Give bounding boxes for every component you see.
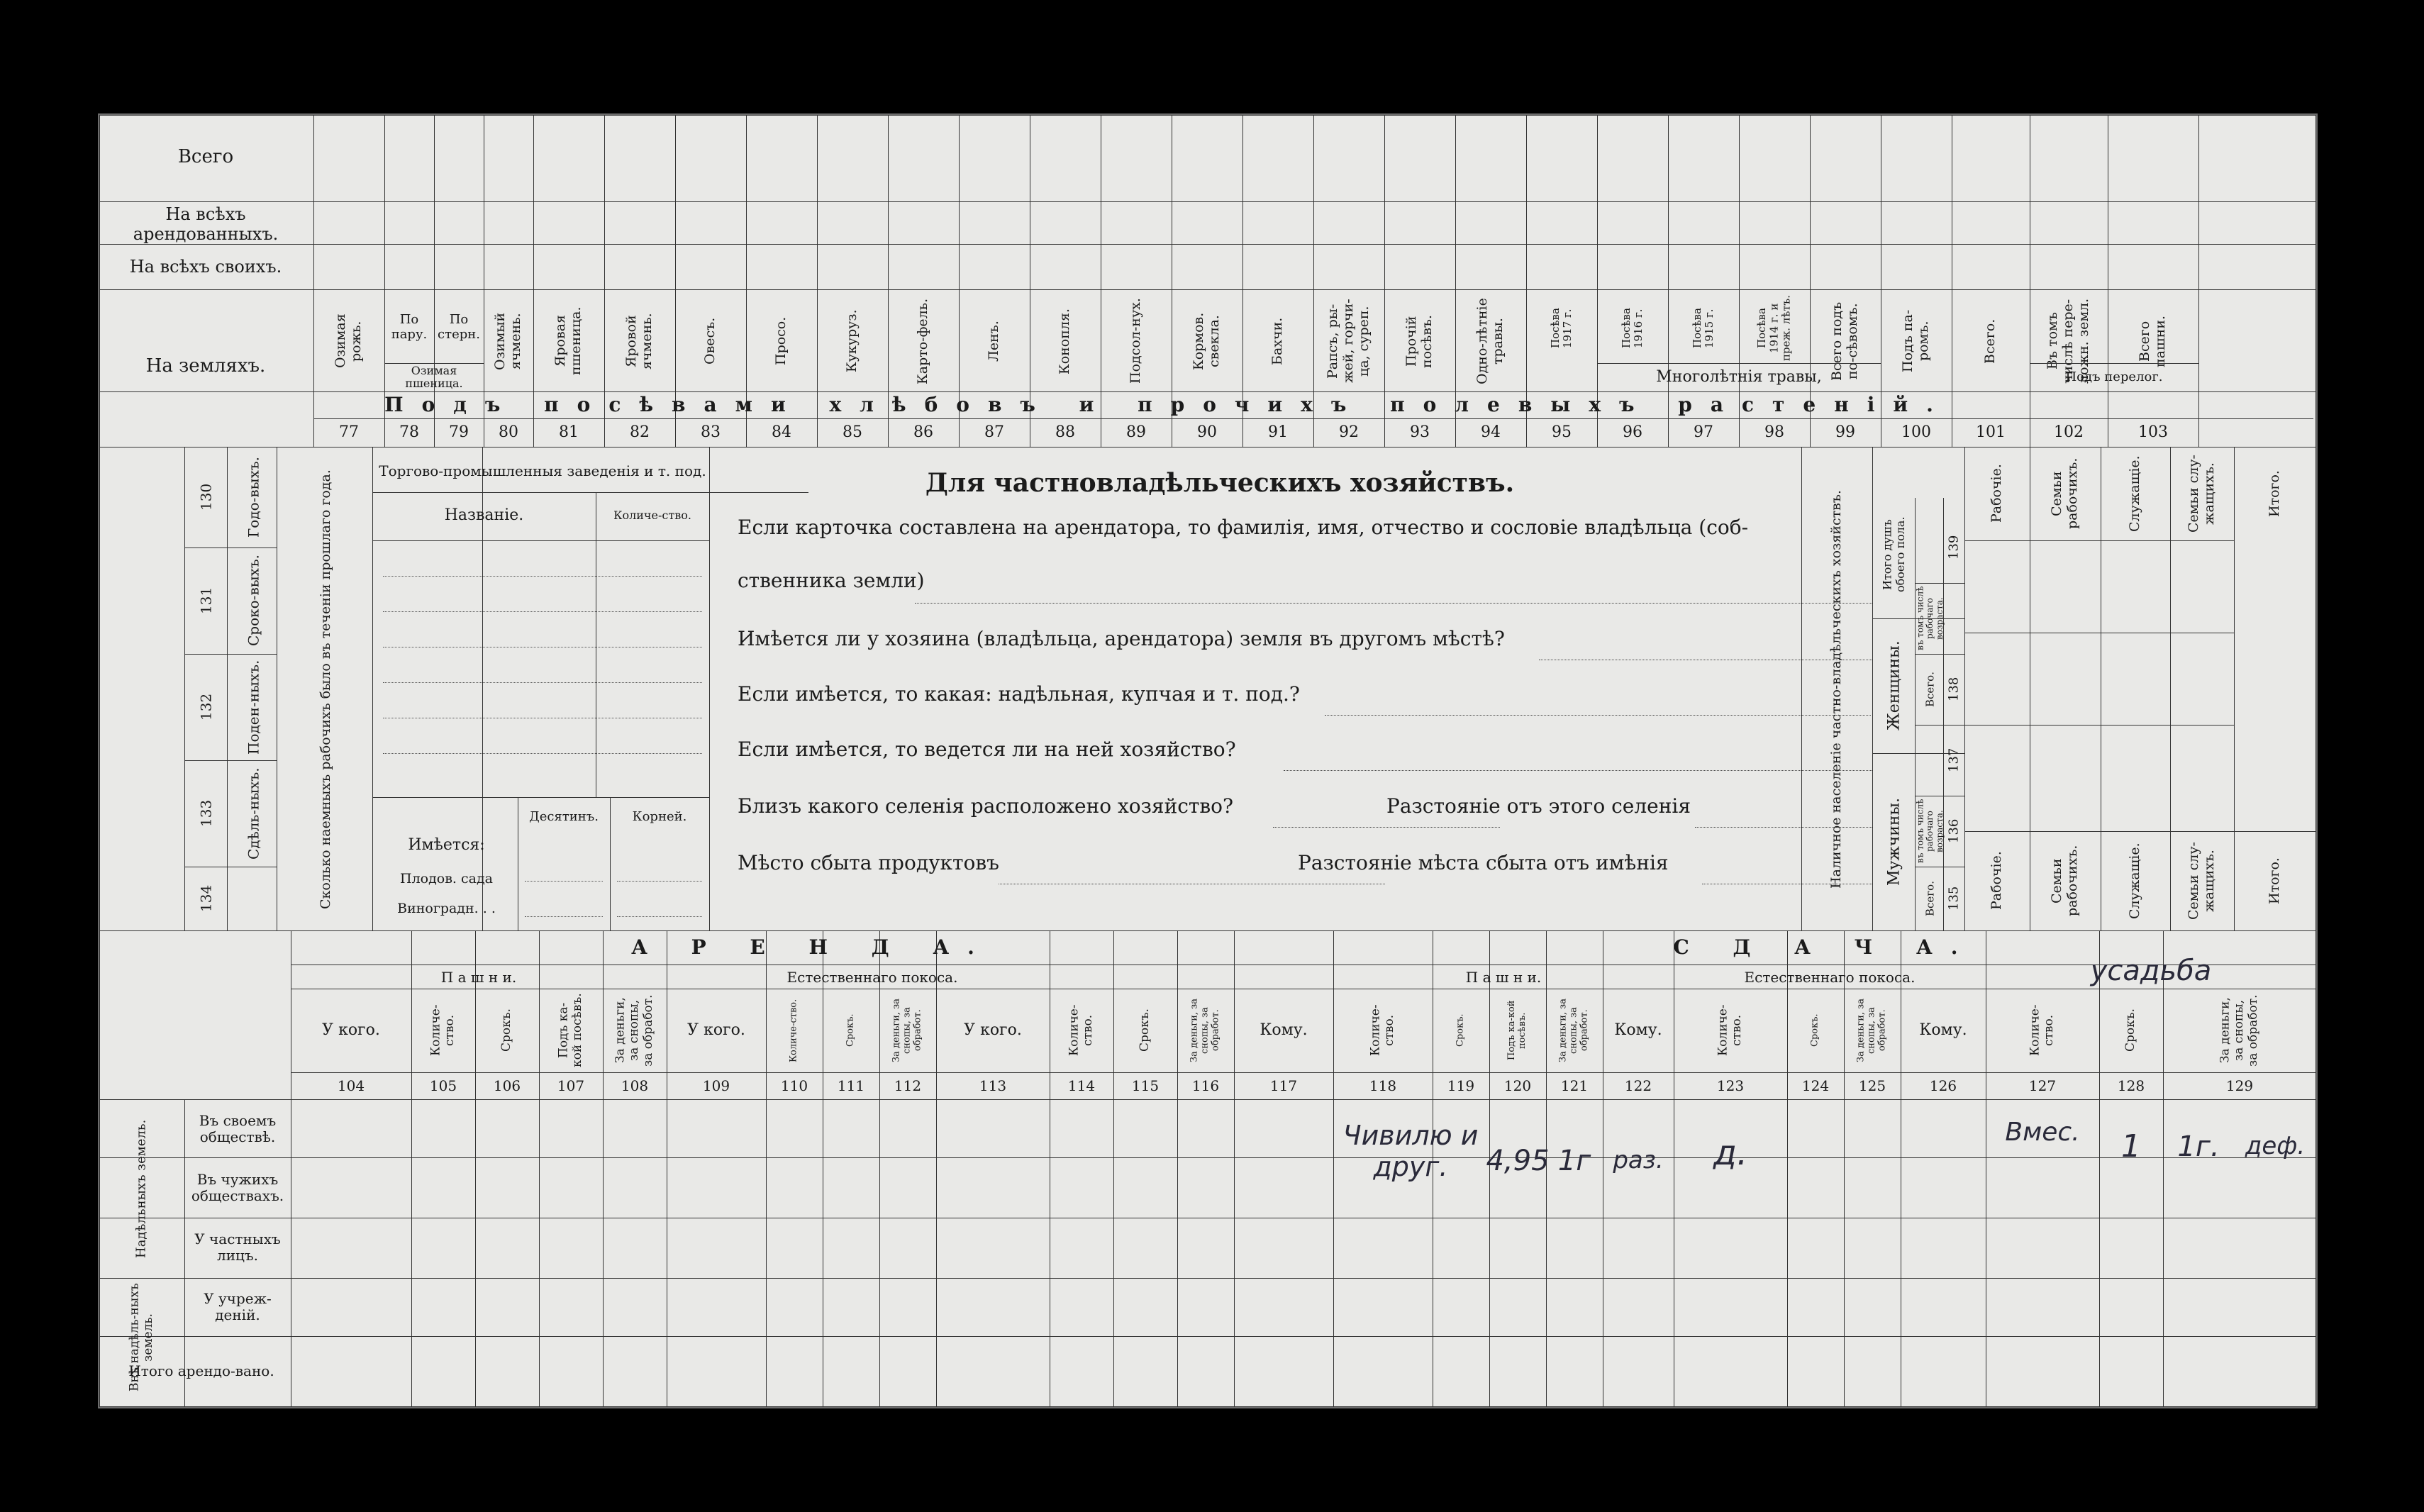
top-col-header: Прочій посѣвъ. [1403, 314, 1435, 368]
bottom-col-header: За деньги, за снопы, за обработ. [2218, 994, 2260, 1067]
hand-pay: д. [1713, 1133, 1748, 1174]
bottom-col-header: Срокъ. [1138, 1008, 1152, 1052]
top-col-header: Озимая рожь. [333, 313, 364, 369]
hand-usadba-qty: 1 [2121, 1128, 2141, 1164]
worker-number: 132 [197, 693, 215, 721]
top-col-header: Карто-фель. [915, 298, 931, 384]
pokos-label-arenda: Естественнаго покоса. [786, 968, 958, 986]
worker-number: 130 [197, 483, 215, 511]
top-col-number: 77 [339, 423, 359, 442]
top-col-header: Посѣва 1915 г. [1690, 308, 1716, 349]
top-col-header: По стерн. [438, 312, 480, 342]
worker-type: Поден-ныхъ. [245, 660, 262, 755]
vineyard-label: Виноградн. . . [397, 901, 496, 917]
worker-type: Сроко-выхъ. [245, 555, 262, 647]
bottom-col-number: 109 [702, 1077, 730, 1094]
top-col-header: Посѣва 1917 г. [1548, 308, 1574, 349]
bottom-col-number: 116 [1191, 1077, 1220, 1094]
right-col-footer: Семьи рабочихъ. [2049, 845, 2080, 917]
bottom-col-number: 115 [1131, 1077, 1160, 1094]
top-col-header: Всего подъ по-сѣвомъ. [1829, 301, 1860, 381]
row-label: У частныхъ лицъ. [194, 1230, 281, 1264]
top-col-number: 101 [1976, 423, 2006, 442]
bottom-col-number: 114 [1067, 1077, 1096, 1094]
worker-number: 134 [197, 884, 215, 913]
bottom-col-header: Подъ ка-кой посѣвъ. [556, 993, 584, 1068]
top-col-header: Подсол-нух. [1128, 298, 1144, 384]
top-col-number: 84 [772, 423, 791, 442]
top-col-number: 86 [913, 423, 933, 442]
bottom-col-header: За деньги, за снопы, за обработ. [613, 994, 655, 1067]
bottom-col-number: 123 [1716, 1077, 1745, 1094]
korney-header: Корней. [632, 808, 687, 824]
women-label: Женщины. [1885, 640, 1903, 731]
worker-type: Сдѣль-ныхъ. [245, 767, 262, 860]
bottom-col-number: 104 [337, 1077, 365, 1094]
worker-number: 133 [197, 799, 215, 828]
bottom-col-number: 112 [894, 1077, 922, 1094]
pop-work-age: въ томъ числѣ рабочаго возраста. [1915, 586, 1945, 651]
row-label: У учреж-деній. [204, 1290, 272, 1323]
top-col-number: 91 [1268, 423, 1288, 442]
top-col-number: 97 [1694, 423, 1713, 442]
trade-qty-header: Количе-ство. [613, 508, 691, 522]
row-label: Въ чужихъ обществахъ. [191, 1171, 284, 1204]
hand-qty: 4,95 [1486, 1145, 1550, 1177]
pop-number: 137 [1946, 747, 1962, 773]
bottom-col-number: 110 [780, 1077, 808, 1094]
bottom-col-header: У кого. [964, 1021, 1022, 1040]
top-col-number: 95 [1552, 423, 1572, 442]
top-col-header: По пару. [391, 312, 428, 342]
trade-title: Торгово-промышленныя заведенія и т. под. [379, 462, 706, 479]
bottom-col-number: 107 [557, 1077, 585, 1094]
right-col-header: Итого. [2267, 470, 2283, 517]
bottom-col-number: 124 [1801, 1077, 1830, 1094]
pashni-label-arenda: П а ш н и. [440, 968, 517, 986]
pop-vsego: Всего. [1923, 881, 1937, 916]
pop-number: 135 [1946, 886, 1962, 911]
group-nadelnyh: Надѣльныхъ земель. [133, 1119, 149, 1258]
row-label-svoih: На всѣхъ своихъ. [129, 257, 282, 277]
top-col-header: Всего пашни. [2137, 315, 2168, 367]
right-col-header: Служащіе. [2127, 455, 2143, 532]
bottom-col-number: 113 [979, 1077, 1007, 1094]
bottom-col-header: За деньги, за снопы, за обработ. [1855, 999, 1888, 1063]
top-col-number: 102 [2054, 423, 2084, 442]
bottom-col-number: 120 [1503, 1077, 1532, 1094]
bottom-col-number: 128 [2117, 1077, 2145, 1094]
bottom-col-header: Количе-ство. [1067, 1004, 1095, 1057]
top-col-header: Озимый ячмень. [492, 312, 523, 370]
bottom-col-header: У кого. [322, 1021, 380, 1040]
desyatin-header: Десятинъ. [529, 808, 599, 824]
row-label: Въ своемъ обществѣ. [199, 1112, 277, 1145]
card-frame [99, 115, 2316, 1407]
bottom-col-header: Количе-ство. [2028, 1004, 2056, 1057]
top-col-number: 85 [843, 423, 862, 442]
right-col-header: Рабочіе. [1989, 464, 2005, 523]
arenda-title: А Р Е Н Д А. [631, 935, 993, 959]
top-col-number: 98 [1764, 423, 1784, 442]
top-col-number: 89 [1126, 423, 1146, 442]
hand-who: Чивилю и друг. [1342, 1120, 1479, 1182]
hand-term: 1г [1557, 1145, 1591, 1177]
top-col-number: 103 [2138, 423, 2168, 442]
bottom-col-header: Количе-ство. [1716, 1004, 1744, 1057]
question-q3: Если имѣется, то какая: надѣльная, купчая и т. под.? [738, 682, 1300, 706]
bottom-col-header: Срокъ. [845, 1013, 856, 1047]
top-col-header: Конопля. [1057, 308, 1073, 374]
bottom-col-header: За деньги, за снопы, за обработ. [1557, 999, 1590, 1063]
trade-name-header: Названіе. [444, 506, 524, 525]
question-q2: Имѣется ли у хозяина (владѣльца, арендатора) земля въ другомъ мѣстѣ? [738, 627, 1505, 650]
bottom-col-header: За деньги, за снопы, за обработ. [1189, 999, 1221, 1063]
sowing-band-title: Подъ посѣвами хлѣбовъ и прочихъ полевыхъ растеній. [384, 392, 1952, 416]
bottom-col-header: Кому. [1260, 1021, 1308, 1040]
bottom-col-number: 121 [1560, 1077, 1589, 1094]
bottom-col-number: 126 [1929, 1077, 1957, 1094]
top-col-header: Въ томъ числѣ пере-ложн. земл. [2045, 298, 2091, 384]
bottom-col-number: 122 [1624, 1077, 1652, 1094]
top-col-number: 100 [1901, 423, 1931, 442]
question-q4: Если имѣется, то ведется ли на ней хозяйство? [738, 738, 1236, 761]
top-col-number: 78 [399, 423, 419, 442]
row-label-arendovannyh: На всѣхъ арендованныхъ. [133, 204, 279, 244]
question-q6b: Разстояніе мѣста сбыта отъ имѣнія [1298, 851, 1669, 874]
top-col-number: 83 [701, 423, 721, 442]
usadba-handwritten: усадьба [2090, 955, 2212, 987]
bottom-col-number: 118 [1369, 1077, 1397, 1094]
top-col-number: 81 [559, 423, 579, 442]
top-col-header: Одно-лѣтніе травы. [1474, 298, 1506, 384]
top-col-header: Рапсъ, ры-жей, горчи-ца, суреп. [1325, 299, 1372, 384]
top-col-header: Бахчи. [1269, 317, 1286, 365]
bottom-col-header: Срокъ. [2123, 1008, 2138, 1052]
bottom-col-number: 111 [837, 1077, 865, 1094]
top-col-number: 79 [449, 423, 469, 442]
top-col-header: Ленъ. [986, 321, 1002, 362]
sdacha-title: С Д А Ч А. [1673, 935, 1977, 959]
right-col-footer: Семьи слу-жащихъ. [2186, 842, 2217, 920]
right-col-footer: Служащіе. [2127, 843, 2143, 919]
pod-pereloq-label: Подъ перелог. [2065, 369, 2163, 384]
pop-number: 136 [1946, 818, 1962, 844]
top-col-number: 88 [1055, 423, 1075, 442]
bottom-col-number: 127 [2028, 1077, 2057, 1094]
form-title: Для частновладѣльческихъ хозяйствъ. [925, 468, 1515, 499]
bottom-col-number: 105 [429, 1077, 457, 1094]
row-label-na-zemlyah: На земляхъ. [145, 355, 266, 377]
top-col-number: 92 [1339, 423, 1359, 442]
row-label-itogo: Итого арендо-вано. [128, 1362, 274, 1379]
top-col-header: Яровая пшеница. [552, 306, 584, 376]
hand-usadba-term: 1г. [2177, 1130, 2220, 1163]
top-col-number: 99 [1835, 423, 1855, 442]
hand-crop: раз. [1613, 1146, 1664, 1175]
top-col-header: Овесъ. [702, 317, 718, 365]
bottom-col-header: Количе-ство. [1368, 1004, 1396, 1057]
bottom-col-header: Срокъ. [499, 1008, 514, 1052]
hand-usadba-pay: деф. [2245, 1132, 2306, 1161]
pop-number: 139 [1946, 535, 1962, 560]
bottom-col-header: Срокъ. [1809, 1013, 1820, 1047]
pop-number: 138 [1946, 677, 1962, 702]
row-label-vsego: Всего [177, 146, 234, 168]
population-title: Наличное населеніе частно-владѣльческихъ хозяйствъ. [1828, 490, 1845, 889]
total-souls: Итого душъ обоего пола. [1880, 516, 1907, 593]
census-card [98, 113, 2318, 1408]
top-col-header: Посѣва 1914 г. и преж. лѣтъ. [1755, 295, 1793, 362]
worker-type: Годо-выхъ. [245, 457, 262, 538]
top-col-number: 82 [630, 423, 650, 442]
top-col-header: Посѣва 1916 г. [1619, 308, 1645, 349]
bottom-col-number: 106 [493, 1077, 521, 1094]
bottom-col-header: Количе-ство. [428, 1004, 457, 1057]
bottom-col-header: У кого. [687, 1021, 745, 1040]
worker-number: 131 [197, 587, 215, 615]
top-col-header: Кукуруз. [844, 309, 860, 373]
hand-usadba-who: Вмес. [2005, 1118, 2080, 1147]
top-col-number: 93 [1410, 423, 1430, 442]
pashni-label-sdacha: П а ш н и. [1465, 968, 1542, 986]
question-q6a: Мѣсто сбыта продуктовъ [738, 851, 999, 874]
orchard-label: Плодов. сада [400, 871, 493, 887]
bottom-col-header: Кому. [1614, 1021, 1662, 1040]
top-col-number: 96 [1623, 423, 1642, 442]
has-label: Имѣется: [408, 836, 485, 855]
rule [2316, 930, 2317, 1407]
right-col-header: Семьи слу-жащихъ. [2186, 455, 2217, 533]
top-col-number: 80 [499, 423, 518, 442]
bottom-col-header: Кому. [1919, 1021, 1967, 1040]
top-col-header: Просо. [773, 316, 789, 366]
top-col-header: Всего. [1982, 318, 1998, 364]
ozim-pshen-label: Озимая пшеница. [405, 363, 463, 390]
bottom-col-header: Подъ ка-кой посѣвъ. [1506, 1000, 1528, 1061]
top-col-number: 94 [1481, 423, 1501, 442]
bottom-col-number: 117 [1269, 1077, 1298, 1094]
group-vnenadelnyh: Внѣ надѣль-ныхъ земель. [127, 1283, 155, 1392]
mnogolet-label: Многолѣтнія травы, [1656, 368, 1822, 387]
bottom-col-header: Срокъ. [1455, 1013, 1466, 1047]
question-q5b: Разстояніе отъ этого селенія [1386, 794, 1691, 818]
top-col-header: Кормов. свекла. [1191, 312, 1222, 370]
right-col-footer: Рабочіе. [1989, 851, 2005, 911]
question-q5a: Близъ какого селенія расположено хозяйство? [738, 794, 1234, 818]
pop-work-age: въ томъ числѣ рабочаго возраста. [1915, 799, 1945, 864]
top-col-header: Подъ па-ромъ. [1900, 309, 1931, 373]
bottom-col-number: 125 [1858, 1077, 1886, 1094]
rule [99, 1407, 2316, 1408]
bottom-col-number: 108 [621, 1077, 649, 1094]
question-q1a: Если карточка составлена на арендатора, то фамилія, имя, отчество и сословіе владѣльца (соб- [738, 516, 1749, 539]
men-label: Мужчины. [1885, 797, 1903, 886]
bottom-col-number: 129 [2225, 1077, 2254, 1094]
hired-workers-title: Сколько наемныхъ рабочихъ было въ теченіи прошлаго года. [318, 469, 334, 909]
pokos-label-sdacha: Естественнаго покоса. [1744, 968, 1916, 986]
right-col-footer: Итого. [2267, 857, 2283, 904]
top-col-number: 87 [984, 423, 1004, 442]
right-col-header: Семьи рабочихъ. [2049, 457, 2080, 530]
bottom-col-header: Количе-ство. [788, 999, 799, 1062]
top-col-number: 90 [1197, 423, 1217, 442]
pop-vsego: Всего. [1923, 672, 1937, 707]
top-col-header: Яровой ячмень. [623, 313, 655, 369]
bottom-col-header: За деньги, за снопы, за обработ. [891, 999, 923, 1063]
question-q1b: ственника земли) [738, 569, 925, 592]
bottom-col-number: 119 [1447, 1077, 1475, 1094]
